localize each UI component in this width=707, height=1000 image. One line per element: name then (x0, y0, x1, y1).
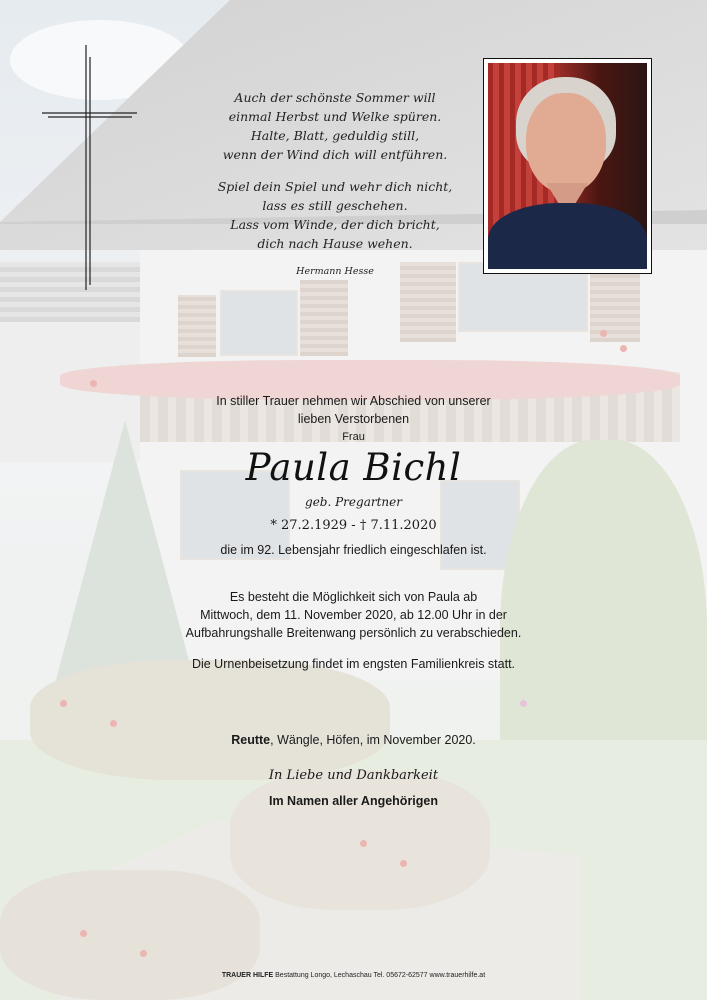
intro-text (0, 392, 707, 428)
poem-line: Halte, Blatt, geduldig still, (250, 128, 420, 143)
poem-stanza-2 (200, 177, 470, 253)
salutation: Frau (342, 431, 365, 443)
poem-stanza-1 (200, 88, 470, 164)
age-line: die im 92. Lebensjahr friedlich eingeschlafen ist. (220, 543, 487, 557)
intro-line: lieben Verstorbenen (297, 412, 410, 426)
footer-brand: TRAUER HILFE (221, 972, 274, 979)
viewing-line: Mittwoch, dem 11. November 2020, ab 12.00 Uhr in der (200, 608, 507, 622)
portrait-photo (488, 63, 647, 269)
life-dates: * 27.2.1929 - † 7.11.2020 (270, 518, 437, 533)
viewing-info (0, 588, 707, 642)
place-rest: , Wängle, Höfen, im November 2020. (270, 733, 476, 747)
poem-line: Spiel dein Spiel und wehr dich nicht, (217, 179, 453, 194)
viewing-line: Es besteht die Möglichkeit sich von Paula ab (229, 590, 478, 604)
family-signature: Im Namen aller Angehörigen (268, 794, 439, 808)
poem-author: Hermann Hesse (296, 266, 374, 277)
place-date-line (0, 733, 707, 747)
viewing-line: Aufbahrungshalle Breitenwang persönlich zu verabschieden. (185, 626, 522, 640)
poem-line: lass es still geschehen. (262, 198, 408, 213)
poem-line: Lass vom Winde, der dich bricht, (230, 217, 440, 232)
poem-line: wenn der Wind dich will entführen. (222, 147, 448, 162)
portrait-photo-frame (483, 58, 652, 274)
poem-line: einmal Herbst und Welke spüren. (228, 109, 442, 124)
footer-credits (0, 972, 707, 979)
intro-line: In stiller Trauer nehmen wir Abschied von unserer (216, 394, 491, 408)
place-town: Reutte (231, 733, 271, 747)
poem (200, 88, 470, 281)
cross-icon (42, 45, 137, 290)
closing-phrase: In Liebe und Dankbarkeit (268, 768, 439, 783)
birth-name: geb. Pregartner (305, 495, 402, 509)
poem-line: Auch der schönste Sommer will (234, 90, 436, 105)
poem-line: dich nach Hause wehen. (257, 236, 413, 251)
footer-text: Bestattung Longo, Lechaschau Tel. 05672-62577 www.trauerhilfe.at (273, 972, 486, 979)
urn-burial-info: Die Urnenbeisetzung findet im engsten Familienkreis statt. (191, 657, 516, 671)
deceased-name: Paula Bichl (245, 446, 462, 489)
